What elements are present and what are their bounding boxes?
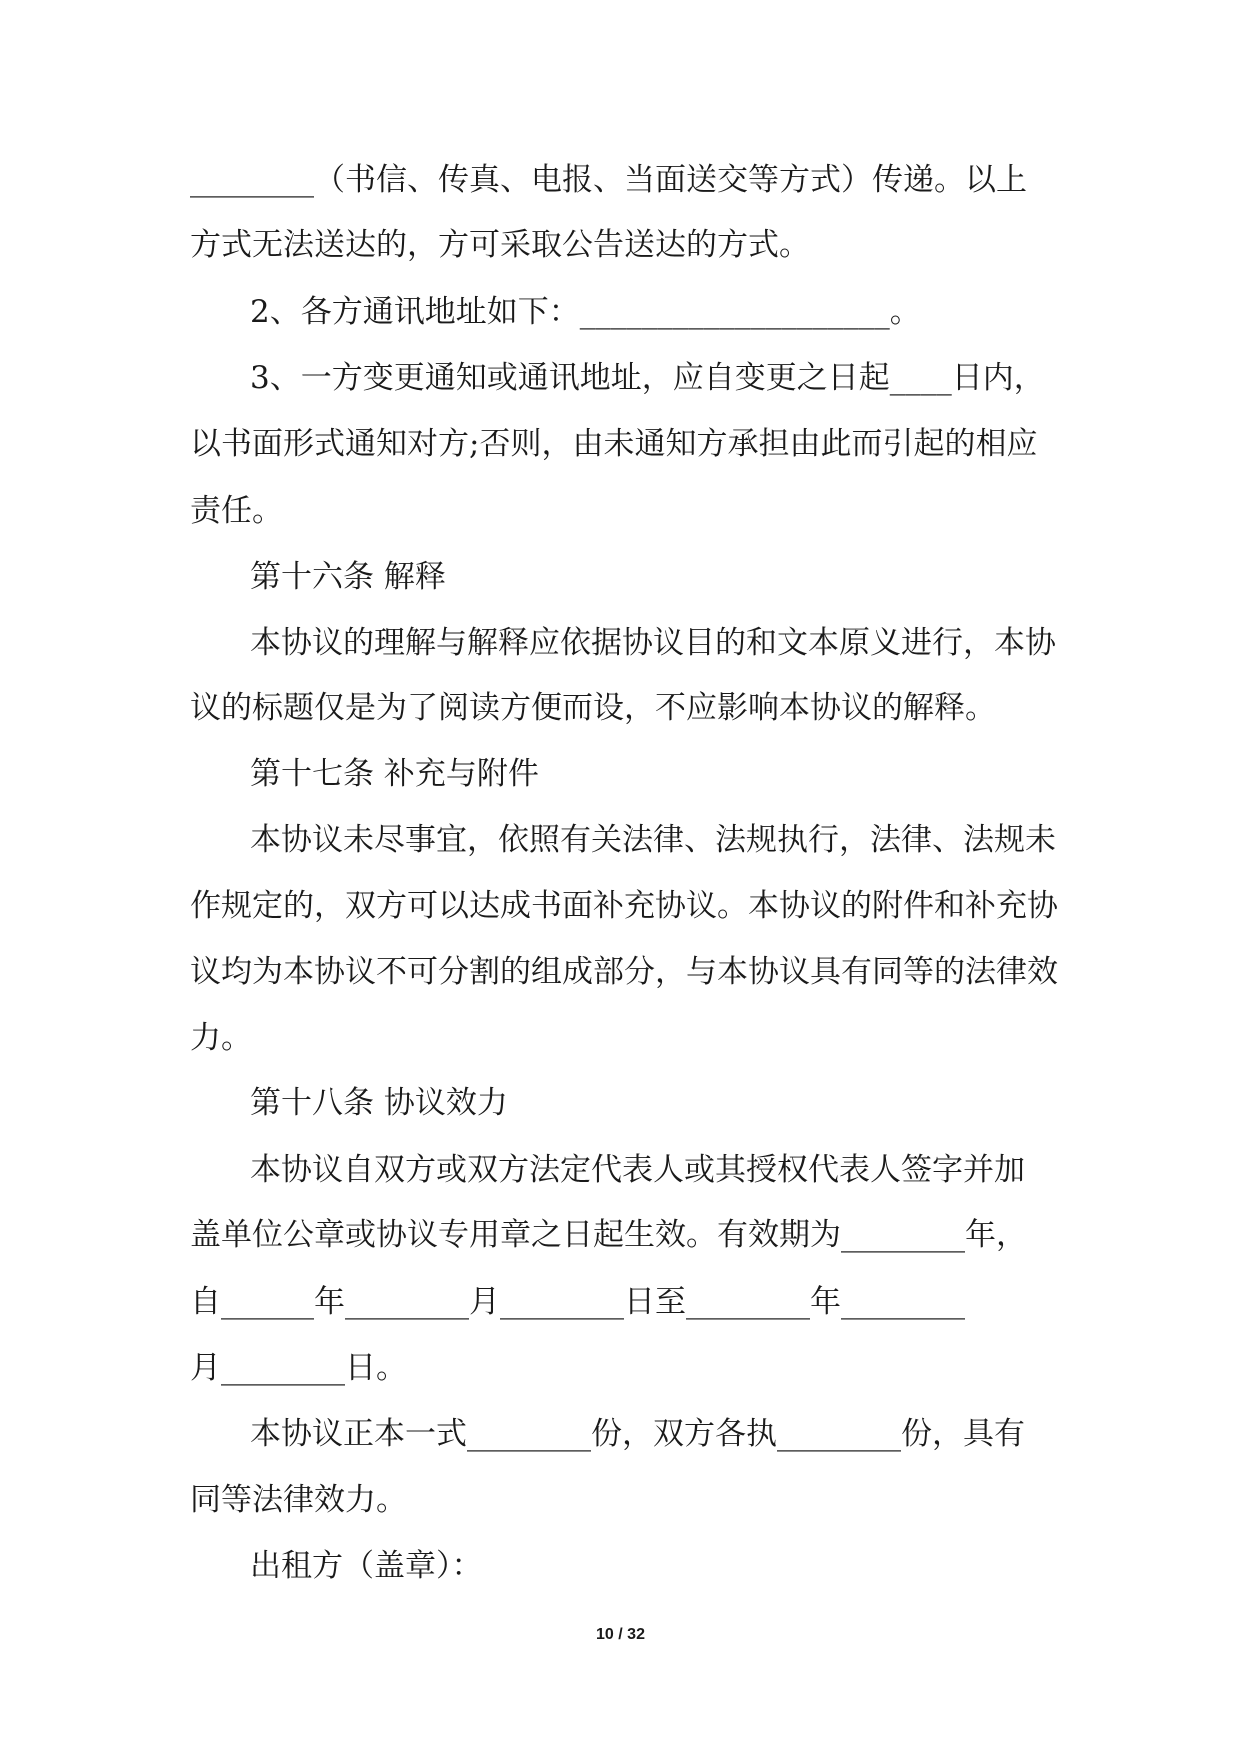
- signature-label: 出租方（盖章）：: [250, 1548, 483, 1584]
- body-text-line: 盖单位公章或协议专用章之日起生效。有效期为________年，: [190, 1217, 1027, 1253]
- body-text-line: 3、一方变更通知或通讯地址，应自变更之日起____日内，: [250, 360, 1045, 396]
- section-heading: 第十六条 解释: [250, 559, 446, 595]
- body-text-line: 本协议的理解与解释应依据协议目的和文本原义进行，本协: [250, 625, 1056, 661]
- page-number: 10 / 32: [596, 1626, 645, 1643]
- body-text-line: 自______年________月________日至________年________: [190, 1284, 965, 1320]
- body-text-line: 作规定的，双方可以达成书面补充协议。本协议的附件和补充协: [190, 888, 1058, 924]
- body-text-line: 力。: [190, 1020, 252, 1056]
- body-text-line: 方式无法送达的，方可采取公告送达的方式。: [190, 227, 810, 263]
- body-text-line: 议的标题仅是为了阅读方便而设，不应影响本协议的解释。: [190, 690, 996, 726]
- body-text-line: 同等法律效力。: [190, 1482, 407, 1518]
- body-text-line: 以书面形式通知对方;否则，由未通知方承担由此而引起的相应: [190, 426, 1038, 462]
- body-text-line: 本协议未尽事宜，依照有关法律、法规执行，法律、法规未: [250, 822, 1056, 858]
- body-text-line: 2、各方通讯地址如下：____________________。: [250, 294, 921, 330]
- section-heading: 第十七条 补充与附件: [250, 756, 539, 792]
- body-text-line: 责任。: [190, 493, 283, 529]
- section-heading: 第十八条 协议效力: [250, 1085, 508, 1121]
- body-text-line: 议均为本协议不可分割的组成部分，与本协议具有同等的法律效: [190, 954, 1058, 990]
- body-text-line: 本协议自双方或双方法定代表人或其授权代表人签字并加: [250, 1152, 1025, 1188]
- body-text-line: 本协议正本一式________份，双方各执________份，具有: [250, 1416, 1025, 1452]
- body-text-line: ________（书信、传真、电报、当面送交等方式）传递。以上: [190, 162, 1027, 198]
- body-text-line: 月________日。: [190, 1350, 407, 1386]
